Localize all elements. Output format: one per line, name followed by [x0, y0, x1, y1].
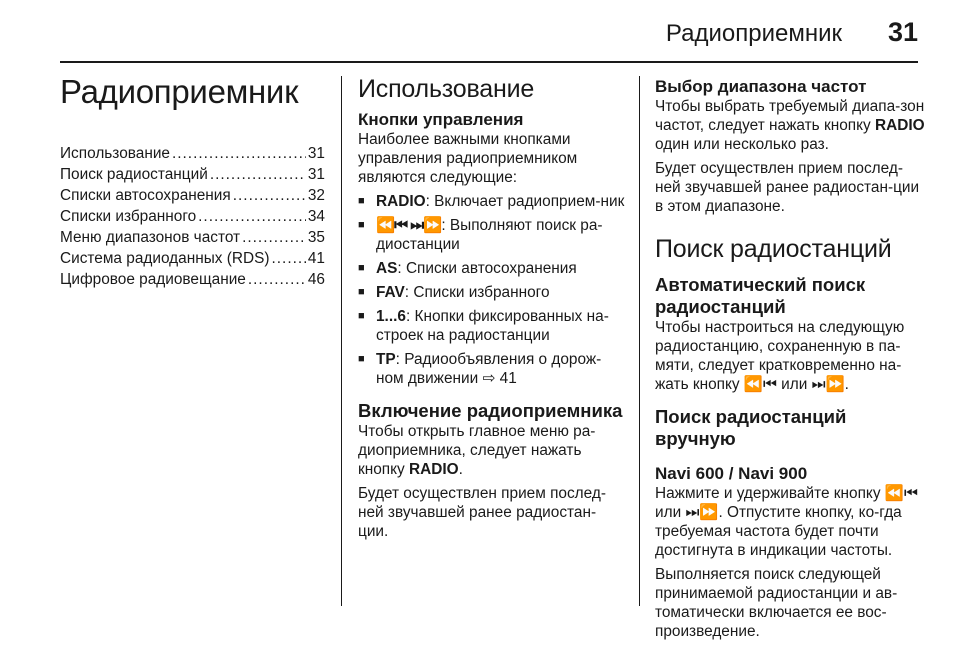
key-label: TP — [376, 351, 396, 368]
toc-item-label: Цифровое радиовещание — [60, 271, 246, 288]
subheading-navi: Navi 600 / Navi 900 — [655, 464, 808, 483]
chapter-title: Радиоприемник — [60, 73, 299, 110]
subheading-auto: Автоматический поиск радиостанций — [655, 274, 866, 317]
toc-item[interactable] — [60, 207, 325, 228]
seek-buttons-icon: ⏪⏮ ⏭⏩ — [376, 217, 442, 234]
toc-item[interactable] — [60, 144, 325, 165]
toc-item-page: 32 — [307, 187, 325, 204]
toc-item-page: 34 — [307, 208, 325, 225]
item-text: : Выполняют поиск ра-диостанции — [376, 217, 603, 253]
item-text: : Радиообъявления о дорож-ном движении ⇨ 41 — [376, 351, 602, 387]
toc-item[interactable] — [60, 165, 325, 186]
enable-paragraph-1 — [358, 422, 625, 479]
section-heading-search: Поиск радиостанций — [655, 235, 892, 263]
toc-leader — [198, 207, 306, 226]
toc-item[interactable] — [60, 228, 325, 249]
controls-intro: Наиболее важными кнопками управления радиоприемником являются следующие: — [358, 131, 578, 186]
item-text: : Включает радиоприем-ник — [425, 193, 625, 210]
subheading-controls: Кнопки управления — [358, 110, 524, 129]
controls-list — [358, 192, 625, 388]
toc-leader — [248, 270, 306, 289]
text: Чтобы выбрать требуемый диапа-зон частот, следует нажать кнопку — [655, 98, 925, 134]
toc-item-page: 41 — [307, 250, 325, 267]
text: Чтобы открыть главное меню ра-диоприемника, следует нажать кнопку — [358, 423, 596, 478]
key-label: RADIO — [376, 193, 426, 210]
toc-leader — [233, 186, 306, 205]
toc-item-label: Поиск радиостанций — [60, 166, 208, 183]
toc-leader — [242, 228, 306, 247]
toc-item-label: Списки автосохранения — [60, 187, 231, 204]
list-item — [358, 350, 625, 388]
column-divider — [341, 76, 342, 606]
toc-item-page: 31 — [307, 166, 325, 183]
toc-item[interactable] — [60, 270, 325, 291]
toc-leader — [172, 144, 306, 163]
toc-item[interactable] — [60, 186, 325, 207]
subheading-manual: Поиск радиостанций вручную — [655, 406, 847, 449]
toc-item-label: Использование — [60, 145, 170, 162]
subheading-enable: Включение радиоприемника — [358, 400, 623, 421]
item-text: : Списки избранного — [404, 284, 550, 301]
page-number: 31 — [887, 17, 918, 47]
section-heading-usage: Использование — [358, 75, 535, 103]
toc-list — [60, 144, 325, 291]
toc-leader — [210, 165, 306, 184]
toc-item-label: Списки избранного — [60, 208, 197, 225]
toc-leader — [272, 249, 306, 268]
list-item — [358, 307, 625, 345]
toc-item-page: 46 — [307, 271, 325, 288]
key-label: RADIO — [409, 461, 459, 478]
text: . — [458, 461, 463, 478]
toc-column — [60, 68, 325, 291]
toc-item[interactable] — [60, 249, 325, 270]
key-label: FAV — [376, 284, 405, 301]
list-item — [358, 283, 625, 302]
key-label: AS — [376, 260, 398, 277]
band-paragraph-2: Будет осуществлен прием послед-ней звучавшей ранее радиостан-ции в этом диапазоне. — [655, 160, 920, 215]
page-header — [0, 0, 960, 62]
manual-paragraph-2: Выполняется поиск следующей принимаемой радиостанции и ав-томатически включается ее вос-произведение. — [655, 566, 898, 640]
item-text: : Списки автосохранения — [397, 260, 577, 277]
toc-item-page: 35 — [307, 229, 325, 246]
item-text: : Кнопки фиксированных на-строек на радиостанции — [376, 308, 609, 344]
toc-item-label: Система радиоданных (RDS) — [60, 250, 270, 267]
header-rule — [60, 61, 918, 63]
list-item — [358, 192, 625, 211]
manual-paragraph-1: Нажмите и удерживайте кнопку ⏪⏮ или ⏭⏩. Отпустите кнопку, ко-гда требуемая частота будет почти достигнута в индикации частоты. — [655, 485, 918, 559]
subheading-band: Выбор диапазона частот — [655, 77, 867, 96]
enable-paragraph-2: Будет осуществлен прием послед-ней звучавшей ранее радиостан-ции. — [358, 485, 606, 540]
list-item — [358, 216, 625, 254]
key-label: RADIO — [874, 117, 925, 134]
auto-paragraph: Чтобы настроиться на следующую радиостанцию, сохраненную в па-мяти, следует кратковременно на-жать кнопку ⏪⏮ или ⏭⏩. — [655, 319, 905, 393]
band-paragraph-1 — [655, 97, 925, 154]
running-title: Радиоприемник — [665, 20, 842, 47]
text: один или несколько раз. — [655, 136, 829, 153]
key-label: 1...6 — [376, 308, 406, 325]
usage-column — [358, 68, 625, 546]
toc-item-page: 31 — [307, 145, 325, 162]
list-item — [358, 259, 625, 278]
search-column — [655, 68, 925, 646]
column-divider — [639, 76, 640, 606]
toc-item-label: Меню диапазонов частот — [60, 229, 241, 246]
